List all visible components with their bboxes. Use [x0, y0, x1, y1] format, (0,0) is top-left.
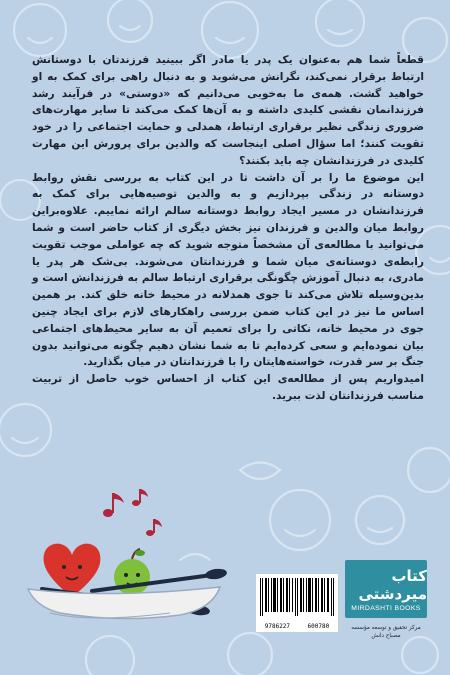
paragraph-2: این موضوع ما را بر آن داشت تا در این کتاب به بررسی نقش روابط دوستانه در زندگی بپردازیم و به والدین توصیه‌هایی برای کمک به فرزندانشان در مسیر ایجاد روابط دوستانه سالم ارائه نماییم. علاوه‌براین روابط میان والدین و فرزندان نیز بخش دیگری از کتاب حاضر است و شما می‌توانید با مطالعه‌ی آن مشخصاً متوجه شوید که چه عواملی موجب تقویت رابطه‌ی دوستانه‌ی میان شما و فرزندانتان می‌شوند. بی‌شک هر پدر یا مادری، به دنبال آموزش چگونگی برقراری ارتباط سالم به فرزندانش است و بدین‌وسیله تلاش می‌کند تا جوی همدلانه در محیط خانه خلق کند. بر همین اساس ما نیز در این کتاب ضمن بررسی راهکارهای لازم برای ایجاد چنین جوی در محیط خانه، نکاتی را برای تعمیم آن به سایر محیط‌های اجتماعی بیان نموده‌ایم و سعی کرده‌ایم تا به شما نشان دهیم چگونه می‌توانید بدون جنگ بر سر قدرت، خواسته‌هایتان را با فرزندانتان در میان بگذارید.	[32, 171, 424, 369]
isbn-left-digits: 9786227	[264, 623, 291, 630]
paragraph-1: قطعاً شما هم به‌عنوان یک پدر یا مادر اگر ببینید فرزندتان با دوستانش ارتباط برقرار نمی‌کند، نگرانش می‌شوید و به دنبال راهی برای کمک به او خواهید گشت. همه‌ی ما به‌خوبی می‌دانیم که «دوستی» در فرآیند رشد فرزندانمان نقشی کلیدی داشته و به آن‌ها کمک می‌کند تا سایر مهارت‌های ضروری زندگی نظیر برقراری ارتباط، همدلی و حمایت اجتماعی را در خود تقویت کنند؛ اما سؤال اصلی اینجاست که والدین برای پرورش این مهارت کلیدی در فرزندانشان چه باید بکنند؟	[32, 54, 424, 167]
paddle-icon-2	[92, 575, 212, 591]
publisher-logo-en: MIRDASHTI BOOKS	[351, 604, 421, 612]
isbn-barcode	[256, 574, 338, 632]
back-cover-text	[32, 52, 424, 405]
publisher-logo	[345, 560, 427, 618]
publisher-subtitle: مرکز تحقیق و توسعه مؤسسه مصباح دانش	[351, 625, 421, 639]
isbn-right-digits: 600780	[307, 623, 330, 630]
isbn-digits	[256, 623, 338, 630]
music-note-icon	[103, 489, 162, 536]
heart-apple-boat-illustration	[22, 485, 232, 635]
publisher-logo-fa: کتاب میردشتی	[358, 566, 427, 603]
paragraph-3: امیدواریم پس از مطالعه‌ی این کتاب از احساس خوب حاصل از تربیت مناسب فرزندانتان لذت ببرید.	[32, 373, 424, 402]
